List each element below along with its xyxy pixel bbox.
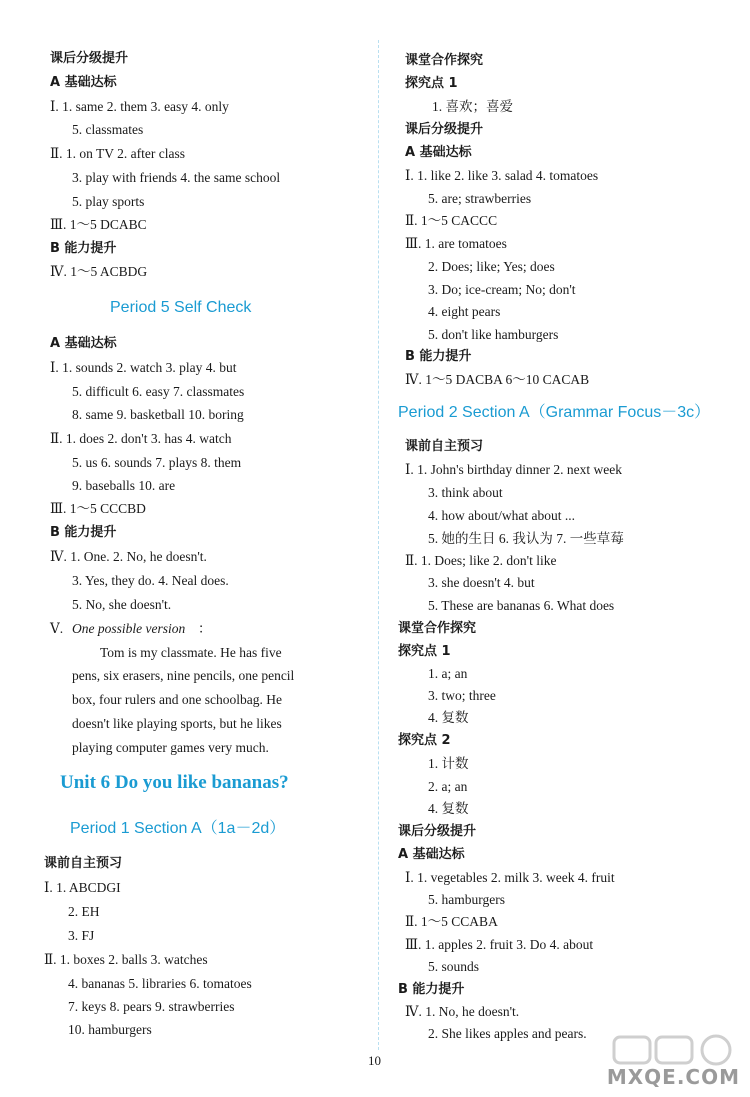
- answer-line: 1. 喜欢；喜爱: [432, 99, 513, 114]
- section-heading: 课后分级提升: [398, 824, 477, 839]
- answer-line: 3. think about: [428, 485, 503, 500]
- answer-line: 3. she doesn't 4. but: [428, 575, 535, 590]
- page-number: 10: [368, 1053, 381, 1068]
- answer-line: 5. play sports: [72, 194, 145, 209]
- section-heading: B 能力提升: [398, 982, 465, 997]
- answer-line: 3. Yes, they do. 4. Neal does.: [72, 573, 229, 588]
- period-title: Period 2 Section A（Grammar Focus－3c）: [398, 404, 711, 421]
- answer-line: 7. keys 8. pears 9. strawberries: [68, 999, 235, 1014]
- answer-line: Ⅱ. 1～5 CACCC: [405, 213, 498, 228]
- answer-line: Ⅱ. 1～5 CCABA: [405, 914, 498, 929]
- answer-line: Ⅱ. 1. on TV 2. after class: [50, 146, 186, 161]
- section-heading: 课堂合作探究: [405, 53, 484, 68]
- answer-line: 2. EH: [68, 904, 100, 919]
- answer-line: 4. how about/what about ...: [428, 508, 575, 523]
- answer-line: 5. 她的生日 6. 我认为 7. 一些草莓: [428, 531, 624, 546]
- answer-line: Ⅲ. 1～5 DCABC: [50, 217, 147, 232]
- answer-line: Ⅳ. 1～5 DACBA 6～10 CACAB: [405, 372, 590, 387]
- answer-line: Ⅴ.: [50, 621, 64, 636]
- answer-line: Ⅲ. 1. are tomatoes: [405, 236, 507, 251]
- section-heading: 课前自主预习: [44, 856, 123, 871]
- answer-line: 4. 复数: [428, 801, 469, 816]
- answer-line: 8. same 9. basketball 10. boring: [72, 407, 244, 422]
- answer-line: Ⅳ. 1. No, he doesn't.: [405, 1004, 520, 1019]
- answer-line: Ⅱ. 1. boxes 2. balls 3. watches: [44, 952, 208, 967]
- answer-line: 5. hamburgers: [428, 892, 505, 907]
- answer-line: Ⅱ. 1. Does; like 2. don't like: [405, 553, 557, 568]
- section-heading: A 基础达标: [50, 336, 117, 351]
- answer-line: box, four rulers and one schoolbag. He: [72, 692, 282, 707]
- answer-line: 1. a; an: [428, 666, 468, 681]
- answer-line: 5. These are bananas 6. What does: [428, 598, 615, 613]
- answer-line: doesn't like playing sports, but he likes: [72, 716, 282, 731]
- section-heading: A 基础达标: [50, 75, 117, 90]
- section-heading: 探究点 2: [398, 733, 451, 748]
- section-heading: A 基础达标: [405, 145, 472, 160]
- section-heading: 探究点 1: [405, 76, 458, 91]
- period-title: Period 5 Self Check: [110, 299, 252, 316]
- answer-line: 3. FJ: [68, 928, 95, 943]
- answer-line: 5. are; strawberries: [428, 191, 532, 206]
- section-heading: 课后分级提升: [50, 51, 129, 66]
- answer-line: 1. 计数: [428, 756, 469, 771]
- answer-line: 3. Do; ice-cream; No; don't: [428, 282, 576, 297]
- section-heading: B 能力提升: [50, 241, 117, 256]
- answer-line: 5. classmates: [72, 122, 144, 137]
- unit-title: Unit 6 Do you like bananas?: [60, 772, 289, 793]
- answer-line: 5. No, she doesn't.: [72, 597, 172, 612]
- section-heading: 课堂合作探究: [398, 621, 477, 636]
- answer-line: Ⅲ. 1～5 CCCBD: [50, 501, 146, 516]
- answer-line: Tom is my classmate. He has five: [100, 645, 282, 660]
- answer-line: Ⅰ. 1. vegetables 2. milk 3. week 4. fruit: [405, 870, 615, 885]
- answer-line: 3. two; three: [428, 688, 496, 703]
- answer-line: Ⅰ. 1. ABCDGI: [44, 880, 121, 895]
- answer-line: 3. play with friends 4. the same school: [72, 170, 281, 185]
- section-heading: 探究点 1: [398, 644, 451, 659]
- period-title: Period 1 Section A（1a－2d）: [70, 820, 286, 837]
- answer-line: Ⅳ. 1～5 ACBDG: [50, 264, 148, 279]
- answer-line: 9. baseballs 10. are: [72, 478, 176, 493]
- answer-line: 4. eight pears: [428, 304, 501, 319]
- answer-line: 5. don't like hamburgers: [428, 327, 559, 342]
- watermark-text: MXQE.COM: [606, 1065, 740, 1089]
- answer-line: 10. hamburgers: [68, 1022, 152, 1037]
- answer-line: 2. Does; like; Yes; does: [428, 259, 555, 274]
- answer-line: playing computer games very much.: [72, 740, 269, 755]
- answer-line: Ⅲ. 1. apples 2. fruit 3. Do 4. about: [405, 937, 594, 952]
- answer-line: Ⅰ. 1. same 2. them 3. easy 4. only: [50, 99, 229, 114]
- answer-line: ：: [198, 621, 212, 636]
- section-heading: 课后分级提升: [405, 122, 484, 137]
- answer-line: pens, six erasers, nine pencils, one pencil: [72, 668, 295, 683]
- answer-line: 2. a; an: [428, 779, 468, 794]
- answer-line: 5. sounds: [428, 959, 480, 974]
- section-heading: A 基础达标: [398, 847, 465, 862]
- answer-line: Ⅰ. 1. like 2. like 3. salad 4. tomatoes: [405, 168, 599, 183]
- section-heading: B 能力提升: [405, 349, 472, 364]
- answer-line: Ⅰ. 1. sounds 2. watch 3. play 4. but: [50, 360, 237, 375]
- answer-line: Ⅱ. 1. does 2. don't 3. has 4. watch: [50, 431, 232, 446]
- answer-line: 2. She likes apples and pears.: [428, 1026, 587, 1041]
- section-heading: 课前自主预习: [405, 439, 484, 454]
- answer-line: 4. bananas 5. libraries 6. tomatoes: [68, 976, 252, 991]
- answer-line: Ⅳ. 1. One. 2. No, he doesn't.: [50, 549, 207, 564]
- answer-line: 5. difficult 6. easy 7. classmates: [72, 384, 245, 399]
- column-divider: [378, 40, 379, 1050]
- answer-line: 5. us 6. sounds 7. plays 8. them: [72, 455, 242, 470]
- answer-line: One possible version: [72, 621, 186, 636]
- section-heading: B 能力提升: [50, 525, 117, 540]
- answer-line: 4. 复数: [428, 710, 469, 725]
- answer-line: Ⅰ. 1. John's birthday dinner 2. next week: [405, 462, 622, 477]
